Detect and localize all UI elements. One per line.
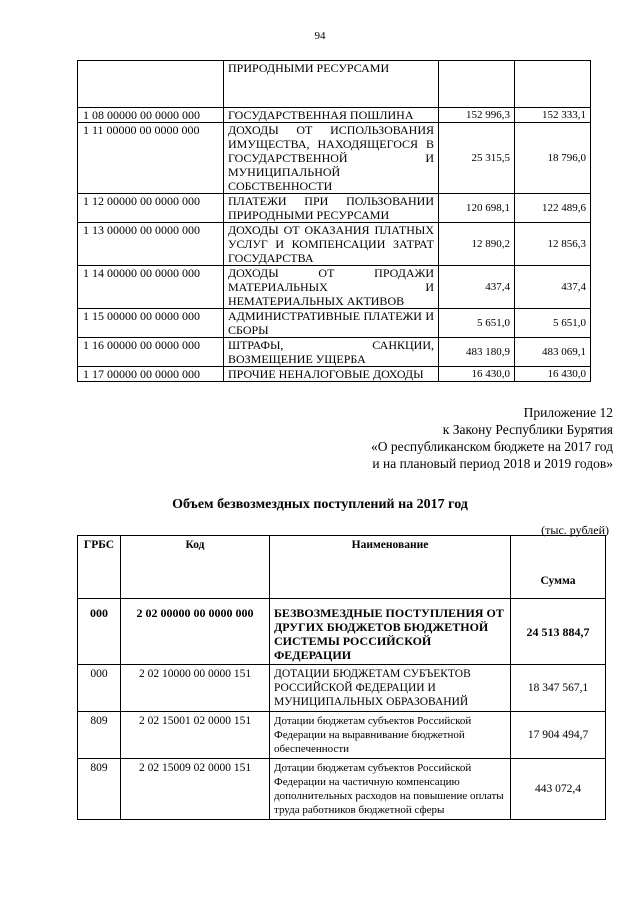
row-sum: 24 513 884,7	[511, 599, 606, 665]
table-row	[78, 266, 591, 309]
value-2019	[515, 61, 591, 108]
value-2018: 152 996,3	[439, 108, 515, 123]
row-name: ПРОЧИЕ НЕНАЛОГОВЫЕ ДОХОДЫ	[224, 367, 439, 382]
unit-note: (тыс. рублей)	[541, 523, 609, 537]
table-row	[78, 123, 591, 194]
row-grbs: 809	[78, 712, 121, 759]
row-code: 1 15 00000 00 0000 000	[78, 309, 224, 338]
header-name: Наименование	[270, 536, 511, 599]
value-2018: 16 430,0	[439, 367, 515, 382]
row-name: ШТРАФЫ, САНКЦИИ, ВОЗМЕЩЕНИЕ УЩЕРБА	[224, 338, 439, 367]
table-row	[78, 61, 591, 108]
table-row	[78, 194, 591, 223]
value-2018: 437,4	[439, 266, 515, 309]
table-row	[78, 367, 591, 382]
appendix-law: к Закону Республики Бурятия	[442, 422, 613, 437]
row-code: 1 17 00000 00 0000 000	[78, 367, 224, 382]
value-2019: 12 856,3	[515, 223, 591, 266]
header-sum: Сумма	[511, 536, 606, 599]
appendix-law-period: и на плановый период 2018 и 2019 годов»	[372, 456, 613, 471]
row-code: 2 02 10000 00 0000 151	[121, 665, 270, 712]
value-2019: 483 069,1	[515, 338, 591, 367]
value-2019: 152 333,1	[515, 108, 591, 123]
row-sum: 443 072,4	[511, 759, 606, 820]
row-code: 1 12 00000 00 0000 000	[78, 194, 224, 223]
table-header-row	[78, 536, 606, 599]
table-row	[78, 759, 606, 820]
table-row	[78, 108, 591, 123]
row-name: АДМИНИСТРАТИВНЫЕ ПЛАТЕЖИ И СБОРЫ	[224, 309, 439, 338]
row-code	[78, 61, 224, 108]
row-code: 1 14 00000 00 0000 000	[78, 266, 224, 309]
value-2018: 483 180,9	[439, 338, 515, 367]
transfers-table	[77, 535, 606, 820]
value-2019: 5 651,0	[515, 309, 591, 338]
row-code: 2 02 15001 02 0000 151	[121, 712, 270, 759]
row-code: 2 02 15009 02 0000 151	[121, 759, 270, 820]
value-2019: 18 796,0	[515, 123, 591, 194]
row-name: Дотации бюджетам субъектов Российской Федерации на частичную компенсацию дополнительных расходов на повышение оплаты труда работников бюджетной сферы	[270, 759, 511, 820]
row-sum: 17 904 494,7	[511, 712, 606, 759]
appendix-law-title: «О республиканском бюджете на 2017 год	[370, 439, 613, 454]
row-name: ПЛАТЕЖИ ПРИ ПОЛЬЗОВАНИИ ПРИРОДНЫМИ РЕСУРСАМИ	[224, 194, 439, 223]
table-row	[78, 338, 591, 367]
table-row	[78, 309, 591, 338]
value-2019: 16 430,0	[515, 367, 591, 382]
value-2019: 122 489,6	[515, 194, 591, 223]
value-2018: 12 890,2	[439, 223, 515, 266]
table-row	[78, 665, 606, 712]
row-grbs: 000	[78, 599, 121, 665]
appendix-number: Приложение 12	[523, 405, 613, 420]
row-name: ПРИРОДНЫМИ РЕСУРСАМИ	[224, 61, 439, 108]
row-name: Дотации бюджетам субъектов Российской Федерации на выравнивание бюджетной обеспеченности	[270, 712, 511, 759]
header-code: Код	[121, 536, 270, 599]
value-2018: 5 651,0	[439, 309, 515, 338]
header-grbs: ГРБС	[78, 536, 121, 599]
row-name: ДОХОДЫ ОТ ИСПОЛЬЗОВАНИЯ ИМУЩЕСТВА, НАХОДЯЩЕГОСЯ В ГОСУДАРСТВЕННОЙ И МУНИЦИПАЛЬНОЙ СОБСТВЕННОСТИ	[224, 123, 439, 194]
revenue-table	[77, 60, 591, 382]
page-title: Объем безвозмездных поступлений на 2017 год	[172, 497, 468, 512]
table-row	[78, 599, 606, 665]
row-code: 1 13 00000 00 0000 000	[78, 223, 224, 266]
value-2018: 120 698,1	[439, 194, 515, 223]
row-name: ДОХОДЫ ОТ ОКАЗАНИЯ ПЛАТНЫХ УСЛУГ И КОМПЕНСАЦИИ ЗАТРАТ ГОСУДАРСТВА	[224, 223, 439, 266]
row-sum: 18 347 567,1	[511, 665, 606, 712]
page-number: 94	[314, 30, 326, 42]
row-grbs: 809	[78, 759, 121, 820]
row-name: БЕЗВОЗМЕЗДНЫЕ ПОСТУПЛЕНИЯ ОТ ДРУГИХ БЮДЖЕТОВ БЮДЖЕТНОЙ СИСТЕМЫ РОССИЙСКОЙ ФЕДЕРАЦИИ	[270, 599, 511, 665]
value-2018: 25 315,5	[439, 123, 515, 194]
value-2019: 437,4	[515, 266, 591, 309]
table-row	[78, 712, 606, 759]
row-grbs: 000	[78, 665, 121, 712]
row-code: 2 02 00000 00 0000 000	[121, 599, 270, 665]
row-code: 1 11 00000 00 0000 000	[78, 123, 224, 194]
row-name: ДОХОДЫ ОТ ПРОДАЖИ МАТЕРИАЛЬНЫХ И НЕМАТЕРИАЛЬНЫХ АКТИВОВ	[224, 266, 439, 309]
row-name: ДОТАЦИИ БЮДЖЕТАМ СУБЪЕКТОВ РОССИЙСКОЙ ФЕДЕРАЦИИ И МУНИЦИПАЛЬНЫХ ОБРАЗОВАНИЙ	[270, 665, 511, 712]
row-name: ГОСУДАРСТВЕННАЯ ПОШЛИНА	[224, 108, 439, 123]
value-2018	[439, 61, 515, 108]
row-code: 1 16 00000 00 0000 000	[78, 338, 224, 367]
table-row	[78, 223, 591, 266]
row-code: 1 08 00000 00 0000 000	[78, 108, 224, 123]
